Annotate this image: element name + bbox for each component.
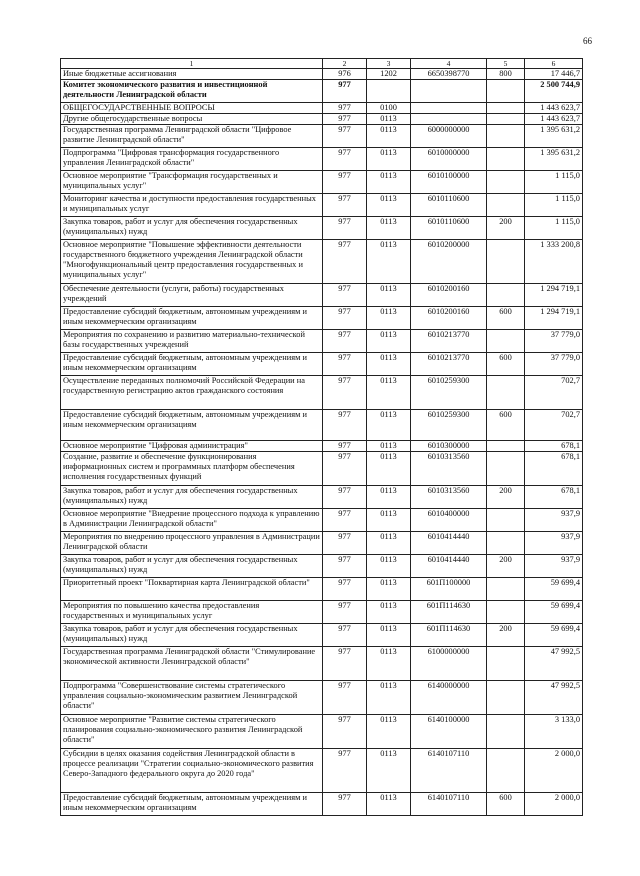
table-row	[61, 171, 583, 194]
row-admin-code: 977	[323, 715, 367, 749]
row-admin-code: 977	[323, 148, 367, 171]
row-description: Государственная программа Ленинградской области "Стимулирование экономической активности Ленинградской области"	[61, 647, 323, 681]
row-target-code: 601П114630	[411, 624, 487, 647]
column-header: 5	[487, 59, 525, 69]
row-description: Другие общегосударственные вопросы	[61, 114, 323, 125]
row-section-code: 0113	[367, 194, 411, 217]
row-amount: 2 500 744,9	[525, 80, 583, 103]
row-description: Закупка товаров, работ и услуг для обеспечения государственных (муниципальных) нужд	[61, 624, 323, 647]
row-description: Основное мероприятие "Внедрение процессного подхода к управлению в Администрации Ленинградской области"	[61, 509, 323, 532]
row-target-code: 6010000000	[411, 148, 487, 171]
table-row	[61, 452, 583, 486]
row-expense-kind	[487, 749, 525, 793]
row-section-code: 0113	[367, 715, 411, 749]
row-admin-code: 977	[323, 624, 367, 647]
row-section-code: 0113	[367, 793, 411, 816]
row-admin-code: 977	[323, 555, 367, 578]
page-number: 66	[583, 36, 592, 46]
row-expense-kind	[487, 125, 525, 148]
row-target-code: 6010100000	[411, 171, 487, 194]
row-section-code: 0113	[367, 681, 411, 715]
row-section-code: 0113	[367, 376, 411, 410]
row-section-code: 0113	[367, 114, 411, 125]
table-row	[61, 103, 583, 114]
row-description: Комитет экономического развития и инвестиционной деятельности Ленинградской области	[61, 80, 323, 103]
row-admin-code: 977	[323, 376, 367, 410]
row-target-code: 6010414440	[411, 555, 487, 578]
row-section-code: 0113	[367, 441, 411, 452]
row-expense-kind	[487, 240, 525, 284]
row-expense-kind	[487, 103, 525, 114]
row-section-code: 0113	[367, 330, 411, 353]
row-section-code: 0113	[367, 284, 411, 307]
row-description: Предоставление субсидий бюджетным, автономным учреждениям и иным некоммерческим организациям	[61, 307, 323, 330]
table-row	[61, 647, 583, 681]
row-amount: 1 333 200,8	[525, 240, 583, 284]
row-description: Основное мероприятие "Трансформация государственных и муниципальных услуг"	[61, 171, 323, 194]
table-row	[61, 80, 583, 103]
row-amount: 1 443 623,7	[525, 114, 583, 125]
column-header: 3	[367, 59, 411, 69]
row-amount: 1 294 719,1	[525, 284, 583, 307]
row-target-code: 6010200000	[411, 240, 487, 284]
row-admin-code: 977	[323, 194, 367, 217]
row-target-code: 6000000000	[411, 125, 487, 148]
row-expense-kind: 200	[487, 555, 525, 578]
table-row	[61, 114, 583, 125]
table-row	[61, 284, 583, 307]
row-amount: 702,7	[525, 410, 583, 441]
row-admin-code: 977	[323, 284, 367, 307]
table-row	[61, 69, 583, 80]
row-amount: 1 115,0	[525, 171, 583, 194]
row-expense-kind	[487, 452, 525, 486]
row-description: Предоставление субсидий бюджетным, автономным учреждениям и иным некоммерческим организациям	[61, 410, 323, 441]
row-description: Закупка товаров, работ и услуг для обеспечения государственных (муниципальных) нужд	[61, 486, 323, 509]
table-row	[61, 240, 583, 284]
table-row	[61, 125, 583, 148]
table-row	[61, 194, 583, 217]
row-amount: 1 395 631,2	[525, 125, 583, 148]
row-amount: 17 446,7	[525, 69, 583, 80]
row-admin-code: 977	[323, 749, 367, 793]
row-target-code: 6010110600	[411, 194, 487, 217]
table-row	[61, 410, 583, 441]
table-row	[61, 217, 583, 240]
row-description: Осуществление переданных полномочий Российской Федерации на государственную регистрацию актов гражданского состояния	[61, 376, 323, 410]
row-amount: 1 115,0	[525, 194, 583, 217]
row-section-code: 0113	[367, 307, 411, 330]
table-row	[61, 715, 583, 749]
row-admin-code: 977	[323, 601, 367, 624]
row-expense-kind	[487, 171, 525, 194]
row-amount: 937,9	[525, 555, 583, 578]
row-amount: 59 699,4	[525, 578, 583, 601]
row-amount: 1 294 719,1	[525, 307, 583, 330]
row-description: Государственная программа Ленинградской области "Цифровое развитие Ленинградской области"	[61, 125, 323, 148]
row-admin-code: 977	[323, 681, 367, 715]
row-description: Иные бюджетные ассигнования	[61, 69, 323, 80]
budget-table	[60, 58, 583, 816]
row-admin-code: 977	[323, 509, 367, 532]
row-target-code: 6010110600	[411, 217, 487, 240]
row-admin-code: 977	[323, 452, 367, 486]
row-description: Основное мероприятие "Повышение эффективности деятельности государственного бюджетного учреждения Ленинградской области "Многофункциональный центр предоставления государственных и муниципальных услуг"	[61, 240, 323, 284]
row-amount: 2 000,0	[525, 793, 583, 816]
row-expense-kind: 600	[487, 410, 525, 441]
row-admin-code: 977	[323, 793, 367, 816]
column-number-row	[61, 59, 583, 69]
row-expense-kind	[487, 532, 525, 555]
table-row	[61, 376, 583, 410]
row-section-code: 0113	[367, 452, 411, 486]
row-expense-kind: 800	[487, 69, 525, 80]
row-description: Мероприятия по внедрению процессного управления в Администрации Ленинградской области	[61, 532, 323, 555]
row-expense-kind: 600	[487, 353, 525, 376]
row-description: Мониторинг качества и доступности предоставления государственных и муниципальных услуг	[61, 194, 323, 217]
row-description: Закупка товаров, работ и услуг для обеспечения государственных (муниципальных) нужд	[61, 555, 323, 578]
table-row	[61, 486, 583, 509]
row-target-code: 6010300000	[411, 441, 487, 452]
row-section-code: 0113	[367, 555, 411, 578]
row-admin-code: 977	[323, 532, 367, 555]
row-expense-kind	[487, 578, 525, 601]
row-amount: 1 395 631,2	[525, 148, 583, 171]
row-expense-kind	[487, 194, 525, 217]
row-admin-code: 977	[323, 578, 367, 601]
row-description: Основное мероприятие "Цифровая администрация"	[61, 441, 323, 452]
row-target-code: 6650398770	[411, 69, 487, 80]
row-section-code: 0113	[367, 486, 411, 509]
row-admin-code: 977	[323, 114, 367, 125]
row-description: Обеспечение деятельности (услуги, работы) государственных учреждений	[61, 284, 323, 307]
row-amount: 59 699,4	[525, 624, 583, 647]
row-target-code: 6140107110	[411, 793, 487, 816]
row-target-code: 6010200160	[411, 307, 487, 330]
row-target-code: 6010400000	[411, 509, 487, 532]
row-admin-code: 977	[323, 125, 367, 148]
row-target-code: 6010259300	[411, 410, 487, 441]
row-section-code: 0113	[367, 240, 411, 284]
row-target-code	[411, 103, 487, 114]
row-expense-kind: 200	[487, 486, 525, 509]
row-admin-code: 977	[323, 647, 367, 681]
row-target-code: 6140100000	[411, 715, 487, 749]
row-target-code: 6010259300	[411, 376, 487, 410]
row-target-code: 6140107110	[411, 749, 487, 793]
row-description: Создание, развитие и обеспечение функционирования информационных систем и программных платформ обеспечения исполнения государственных функций	[61, 452, 323, 486]
row-description: Основное мероприятие "Развитие системы стратегического планирования социально-экономического развития Ленинградской области"	[61, 715, 323, 749]
table-row	[61, 532, 583, 555]
row-section-code: 1202	[367, 69, 411, 80]
row-amount: 678,1	[525, 441, 583, 452]
row-description: Закупка товаров, работ и услуг для обеспечения государственных (муниципальных) нужд	[61, 217, 323, 240]
row-expense-kind	[487, 376, 525, 410]
row-target-code: 6010213770	[411, 353, 487, 376]
row-admin-code: 976	[323, 69, 367, 80]
row-admin-code: 977	[323, 103, 367, 114]
row-admin-code: 977	[323, 330, 367, 353]
row-admin-code: 977	[323, 240, 367, 284]
row-section-code: 0113	[367, 410, 411, 441]
row-admin-code: 977	[323, 353, 367, 376]
row-section-code: 0113	[367, 171, 411, 194]
row-amount: 937,9	[525, 532, 583, 555]
row-expense-kind: 200	[487, 624, 525, 647]
row-expense-kind	[487, 647, 525, 681]
table-row	[61, 441, 583, 452]
row-section-code: 0113	[367, 509, 411, 532]
table-row	[61, 624, 583, 647]
row-amount: 2 000,0	[525, 749, 583, 793]
column-header: 4	[411, 59, 487, 69]
table-row	[61, 749, 583, 793]
row-section-code: 0113	[367, 647, 411, 681]
row-target-code: 6010200160	[411, 284, 487, 307]
row-expense-kind	[487, 601, 525, 624]
row-target-code	[411, 114, 487, 125]
table-row	[61, 793, 583, 816]
table-row	[61, 330, 583, 353]
row-expense-kind	[487, 114, 525, 125]
row-expense-kind	[487, 148, 525, 171]
row-amount: 47 992,5	[525, 681, 583, 715]
row-section-code: 0113	[367, 578, 411, 601]
row-description: Субсидии в целях оказания содействия Ленинградской области в процессе реализации "Стратегии социально-экономического развития Северо-Западного федерального округа до 2020 года"	[61, 749, 323, 793]
row-admin-code: 977	[323, 410, 367, 441]
table-row	[61, 578, 583, 601]
row-description: Предоставление субсидий бюджетным, автономным учреждениям и иным некоммерческим организациям	[61, 353, 323, 376]
row-expense-kind	[487, 284, 525, 307]
row-target-code: 6010213770	[411, 330, 487, 353]
table-row	[61, 509, 583, 532]
table-row	[61, 148, 583, 171]
row-expense-kind	[487, 509, 525, 532]
row-description: Мероприятия по повышению качества предоставления государственных и муниципальных услуг	[61, 601, 323, 624]
row-amount: 1 115,0	[525, 217, 583, 240]
row-description: Мероприятия по сохранению и развитию материально-технической базы государственных учреждений	[61, 330, 323, 353]
row-admin-code: 977	[323, 217, 367, 240]
table-row	[61, 681, 583, 715]
row-section-code: 0113	[367, 353, 411, 376]
row-expense-kind	[487, 715, 525, 749]
row-section-code: 0113	[367, 217, 411, 240]
row-amount: 47 992,5	[525, 647, 583, 681]
column-header: 1	[61, 59, 323, 69]
row-target-code: 6140000000	[411, 681, 487, 715]
row-amount: 37 779,0	[525, 353, 583, 376]
column-header: 2	[323, 59, 367, 69]
row-expense-kind	[487, 80, 525, 103]
row-section-code: 0113	[367, 624, 411, 647]
row-description: ОБЩЕГОСУДАРСТВЕННЫЕ ВОПРОСЫ	[61, 103, 323, 114]
row-admin-code: 977	[323, 80, 367, 103]
row-amount: 3 133,0	[525, 715, 583, 749]
row-section-code: 0113	[367, 601, 411, 624]
row-expense-kind: 200	[487, 217, 525, 240]
row-amount: 678,1	[525, 486, 583, 509]
row-target-code	[411, 80, 487, 103]
row-description: Подпрограмма "Цифровая трансформация государственного управления Ленинградской области"	[61, 148, 323, 171]
row-section-code: 0113	[367, 532, 411, 555]
row-admin-code: 977	[323, 171, 367, 194]
row-amount: 937,9	[525, 509, 583, 532]
row-amount: 678,1	[525, 452, 583, 486]
row-section-code: 0113	[367, 125, 411, 148]
row-expense-kind: 600	[487, 307, 525, 330]
row-expense-kind	[487, 441, 525, 452]
row-section-code: 0113	[367, 749, 411, 793]
row-expense-kind: 600	[487, 793, 525, 816]
row-admin-code: 977	[323, 307, 367, 330]
row-description: Подпрограмма "Совершенствование системы стратегического управления социально-экономическим развитием Ленинградской области"	[61, 681, 323, 715]
row-admin-code: 977	[323, 441, 367, 452]
row-description: Предоставление субсидий бюджетным, автономным учреждениям и иным некоммерческим организациям	[61, 793, 323, 816]
row-target-code: 601П100000	[411, 578, 487, 601]
row-section-code: 0100	[367, 103, 411, 114]
column-header: 6	[525, 59, 583, 69]
row-expense-kind	[487, 330, 525, 353]
row-expense-kind	[487, 681, 525, 715]
table-row	[61, 601, 583, 624]
row-admin-code: 977	[323, 486, 367, 509]
row-section-code	[367, 80, 411, 103]
row-amount: 59 699,4	[525, 601, 583, 624]
row-target-code: 6010313560	[411, 452, 487, 486]
row-target-code: 601П114630	[411, 601, 487, 624]
row-amount: 1 443 623,7	[525, 103, 583, 114]
row-target-code: 6010313560	[411, 486, 487, 509]
row-section-code: 0113	[367, 148, 411, 171]
row-target-code: 6100000000	[411, 647, 487, 681]
row-target-code: 6010414440	[411, 532, 487, 555]
row-description: Приоритетный проект "Поквартирная карта Ленинградской области"	[61, 578, 323, 601]
row-amount: 702,7	[525, 376, 583, 410]
table-row	[61, 353, 583, 376]
table-row	[61, 555, 583, 578]
table-row	[61, 307, 583, 330]
row-amount: 37 779,0	[525, 330, 583, 353]
